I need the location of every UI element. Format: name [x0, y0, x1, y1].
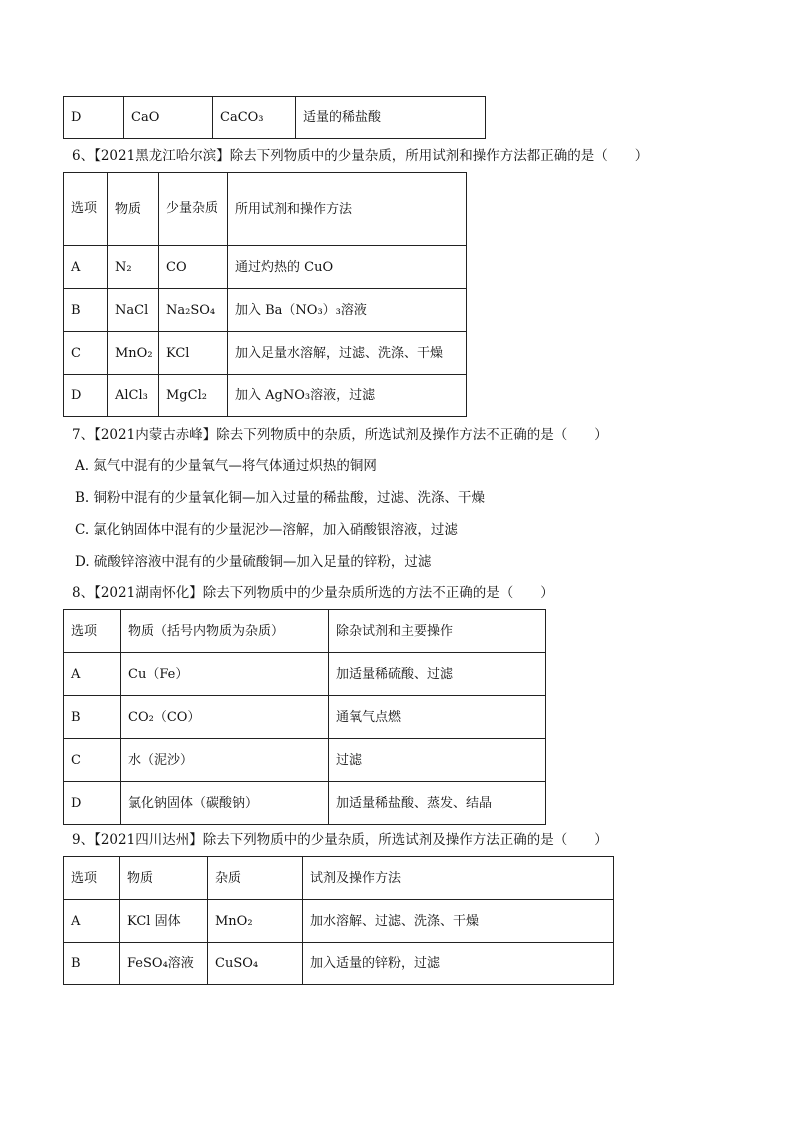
table-cell: B: [64, 696, 121, 739]
question-8-title: 8、【2021湖南怀化】除去下列物质中的少量杂质所选的方法不正确的是（ ）: [72, 585, 554, 601]
table-row: [64, 289, 467, 332]
header-cell: 选项: [64, 173, 108, 246]
table-row: [64, 739, 546, 782]
table-row: [64, 332, 467, 375]
table-cell: C: [64, 739, 121, 782]
table-cell: D: [64, 97, 124, 139]
table-cell: 加适量稀盐酸、蒸发、结晶: [329, 782, 546, 825]
option-b: B. 铜粉中混有的少量氧化铜—加入过量的稀盐酸，过滤、洗涤、干燥: [75, 490, 486, 506]
table-cell: KCl: [159, 332, 228, 375]
table-row: [64, 653, 546, 696]
question-7-title: 7、【2021内蒙古赤峰】除去下列物质中的杂质，所选试剂及操作方法不正确的是（ ）: [72, 427, 608, 443]
table-cell: CO₂（CO）: [121, 696, 329, 739]
table-cell: 加适量稀硫酸、过滤: [329, 653, 546, 696]
table-row: [64, 246, 467, 289]
table-row: [64, 943, 614, 985]
table-header-row: [64, 857, 614, 900]
option-c: C. 氯化钠固体中混有的少量泥沙—溶解，加入硝酸银溶液，过滤: [75, 522, 458, 538]
table-row: [64, 375, 467, 417]
table-cell: A: [64, 653, 121, 696]
table-cell: 加入足量水溶解，过滤、洗涤、干燥: [228, 332, 467, 375]
table-cell: A: [64, 900, 120, 943]
table-cell: D: [64, 782, 121, 825]
table-cell: FeSO₄溶液: [120, 943, 208, 985]
table-cell: CuSO₄: [208, 943, 303, 985]
option-d: D. 硫酸锌溶液中混有的少量硫酸铜—加入足量的锌粉，过滤: [75, 554, 432, 570]
table-row: [64, 696, 546, 739]
question-8-table: [63, 609, 546, 825]
table-cell: 加水溶解、过滤、洗涤、干燥: [303, 900, 614, 943]
table-cell: 加入适量的锌粉，过滤: [303, 943, 614, 985]
header-cell: 杂质: [208, 857, 303, 900]
table-cell: 过滤: [329, 739, 546, 782]
header-cell: 选项: [64, 857, 120, 900]
table-cell: CaCO₃: [213, 97, 296, 139]
table-cell: B: [64, 943, 120, 985]
table-cell: NaCl: [108, 289, 159, 332]
header-cell: 少量杂质: [159, 173, 228, 246]
table-cell: 水（泥沙）: [121, 739, 329, 782]
header-cell: 所用试剂和操作方法: [228, 173, 467, 246]
table-cell: C: [64, 332, 108, 375]
question-9-title: 9、【2021四川达州】除去下列物质中的少量杂质，所选试剂及操作方法正确的是（ ）: [72, 832, 608, 848]
table-cell: Cu（Fe）: [121, 653, 329, 696]
table-cell: CaO: [124, 97, 213, 139]
header-cell: 除杂试剂和主要操作: [329, 610, 546, 653]
table-cell: 通过灼热的 CuO: [228, 246, 467, 289]
question-6-table: [63, 172, 467, 417]
table-cell: A: [64, 246, 108, 289]
header-cell: 物质（括号内物质为杂质）: [121, 610, 329, 653]
table-cell: AlCl₃: [108, 375, 159, 417]
question-6-title: 6、【2021黑龙江哈尔滨】除去下列物质中的少量杂质，所用试剂和操作方法都正确的是（ ）: [72, 148, 649, 164]
table-cell: MnO₂: [108, 332, 159, 375]
table-row: [64, 97, 486, 139]
table-cell: Na₂SO₄: [159, 289, 228, 332]
table-cell: MnO₂: [208, 900, 303, 943]
table-cell: CO: [159, 246, 228, 289]
table-cell: B: [64, 289, 108, 332]
table-cell: 适量的稀盐酸: [296, 97, 486, 139]
table-row: [64, 782, 546, 825]
table-cell: 加入 AgNO₃溶液，过滤: [228, 375, 467, 417]
table-header-row: [64, 610, 546, 653]
table-cell: D: [64, 375, 108, 417]
question-9-table: [63, 856, 614, 985]
table-cell: 氯化钠固体（碳酸钠）: [121, 782, 329, 825]
option-a: A. 氮气中混有的少量氧气—将气体通过炽热的铜网: [75, 458, 377, 474]
table-cell: 通氧气点燃: [329, 696, 546, 739]
table-cell: N₂: [108, 246, 159, 289]
table-cell: MgCl₂: [159, 375, 228, 417]
header-cell: 试剂及操作方法: [303, 857, 614, 900]
table-row: [64, 900, 614, 943]
continued-table: [63, 96, 486, 139]
table-cell: KCl 固体: [120, 900, 208, 943]
header-cell: 物质: [120, 857, 208, 900]
table-cell: 加入 Ba（NO₃）₃溶液: [228, 289, 467, 332]
header-cell: 物质: [108, 173, 159, 246]
table-header-row: [64, 173, 467, 246]
header-cell: 选项: [64, 610, 121, 653]
